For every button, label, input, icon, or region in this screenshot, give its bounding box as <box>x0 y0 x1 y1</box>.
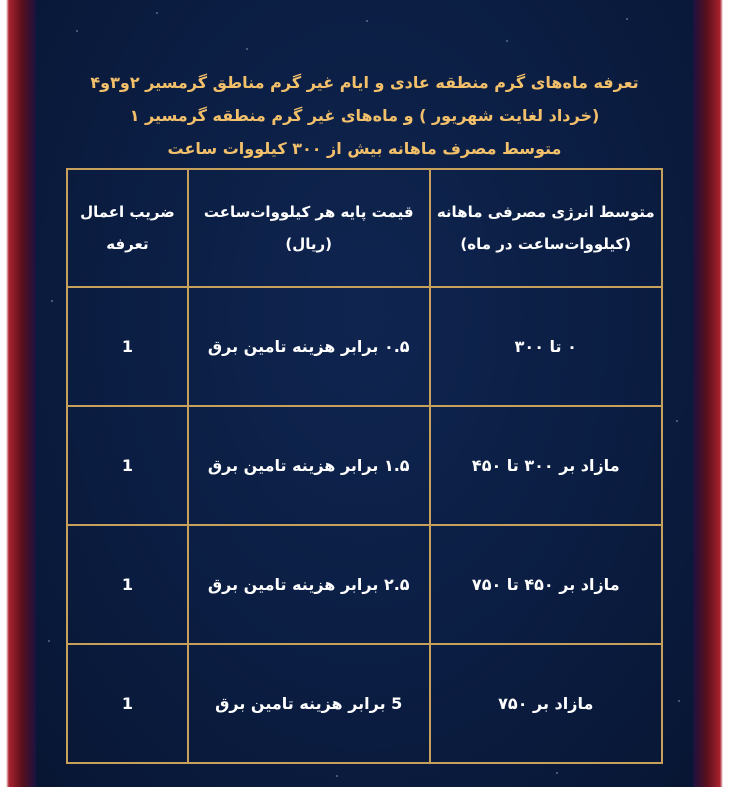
background-speck <box>51 300 53 302</box>
cell-consumption: مازاد بر ۷۵۰ <box>430 644 662 763</box>
header-coefficient: ضریب اعمال تعرفه <box>67 169 188 287</box>
table-row <box>67 406 662 525</box>
cell-coefficient: 1 <box>67 406 188 525</box>
right-red-border <box>693 0 729 787</box>
table-row <box>67 644 662 763</box>
cell-base-price: ۰.۵ برابر هزینه تامین برق <box>188 287 430 406</box>
table-row <box>67 287 662 406</box>
background-speck <box>556 772 558 774</box>
cell-coefficient: 1 <box>67 644 188 763</box>
tariff-panel <box>36 0 693 787</box>
cell-base-price: 5 برابر هزینه تامین برق <box>188 644 430 763</box>
background-speck <box>336 775 338 777</box>
cell-base-price: ۲.۵ برابر هزینه تامین برق <box>188 525 430 644</box>
header-base-price: قیمت پایه هر کیلووات‌ساعت (ریال) <box>188 169 430 287</box>
table-row <box>67 525 662 644</box>
cell-consumption: ۰ تا ۳۰۰ <box>430 287 662 406</box>
background-speck <box>506 40 508 42</box>
background-speck <box>676 420 678 422</box>
cell-coefficient: 1 <box>67 525 188 644</box>
cell-base-price: ۱.۵ برابر هزینه تامین برق <box>188 406 430 525</box>
tariff-title <box>36 66 693 165</box>
background-speck <box>76 30 78 32</box>
header-consumption: متوسط انرژی مصرفی ماهانه (کیلووات‌ساعت در ماه) <box>430 169 662 287</box>
background-speck <box>156 12 158 14</box>
table-header-row <box>67 169 662 287</box>
background-speck <box>246 48 248 50</box>
cell-coefficient: 1 <box>67 287 188 406</box>
title-line-2: (خرداد لغایت شهریور ) و ماه‌های غیر گرم منطقه گرمسیر ۱ <box>129 106 600 125</box>
background-speck <box>678 700 680 702</box>
title-line-1: تعرفه ماه‌های گرم منطقه عادی و ایام غیر گرم مناطق گرمسیر ۲و۳و۴ <box>90 73 639 92</box>
left-red-border <box>0 0 36 787</box>
tariff-table <box>66 168 663 764</box>
cell-consumption: مازاد بر ۳۰۰ تا ۴۵۰ <box>430 406 662 525</box>
background-speck <box>48 640 50 642</box>
background-speck <box>366 20 368 22</box>
background-speck <box>626 18 628 20</box>
title-line-3: متوسط مصرف ماهانه بیش از ۳۰۰ کیلووات ساعت <box>167 139 562 158</box>
cell-consumption: مازاد بر ۴۵۰ تا ۷۵۰ <box>430 525 662 644</box>
